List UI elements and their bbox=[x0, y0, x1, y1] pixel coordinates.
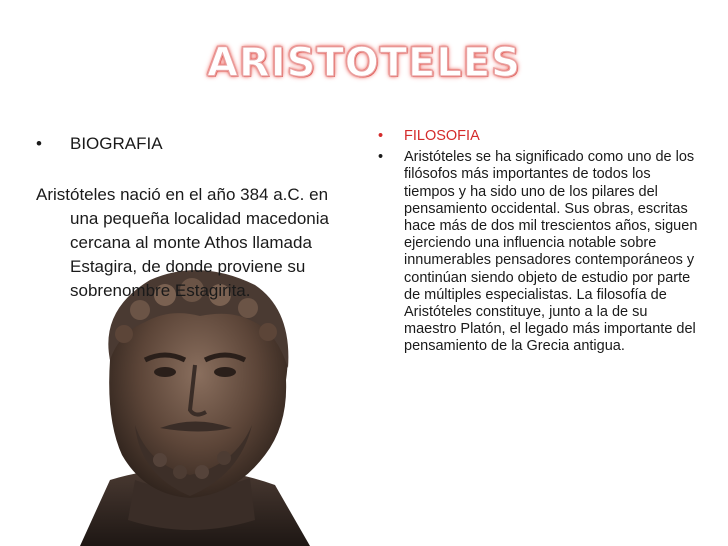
philosophy-heading-item bbox=[378, 128, 698, 145]
philosophy-heading: FILOSOFIA bbox=[404, 128, 480, 144]
philosophy-column bbox=[378, 128, 698, 356]
philosophy-paragraph-item bbox=[378, 149, 698, 355]
bullet-icon: • bbox=[378, 149, 384, 166]
biography-column bbox=[36, 132, 356, 303]
bullet-icon: • bbox=[36, 134, 42, 153]
biography-heading-item bbox=[36, 132, 356, 156]
biography-paragraph: Aristóteles nació en el año 384 a.C. en una pequeña localidad macedonia cercana al monte Athos llamada Estagira, de donde proviene su sobrenombre Estagirita. bbox=[36, 185, 329, 300]
bullet-icon: • bbox=[378, 128, 384, 144]
slide-title: ARISTOTELES bbox=[207, 40, 521, 86]
biography-heading: BIOGRAFIA bbox=[70, 134, 163, 153]
philosophy-paragraph: Aristóteles se ha significado como uno de los filósofos más importantes de todos los tiempos y ha sido uno de los pilares del pensamiento occidental. Sus obras, escritas hace más de dos mil trescientos años, siguen ejerciendo una influencia notable sobre innumerables pensadores contemporáneos y continúan siendo objeto de estudio por parte de múltiples especialistas. La filosofía de Aristóteles constituye, junto a la de su maestro Platón, el legado más importante del pensamiento de la Grecia antigua. bbox=[404, 149, 698, 355]
